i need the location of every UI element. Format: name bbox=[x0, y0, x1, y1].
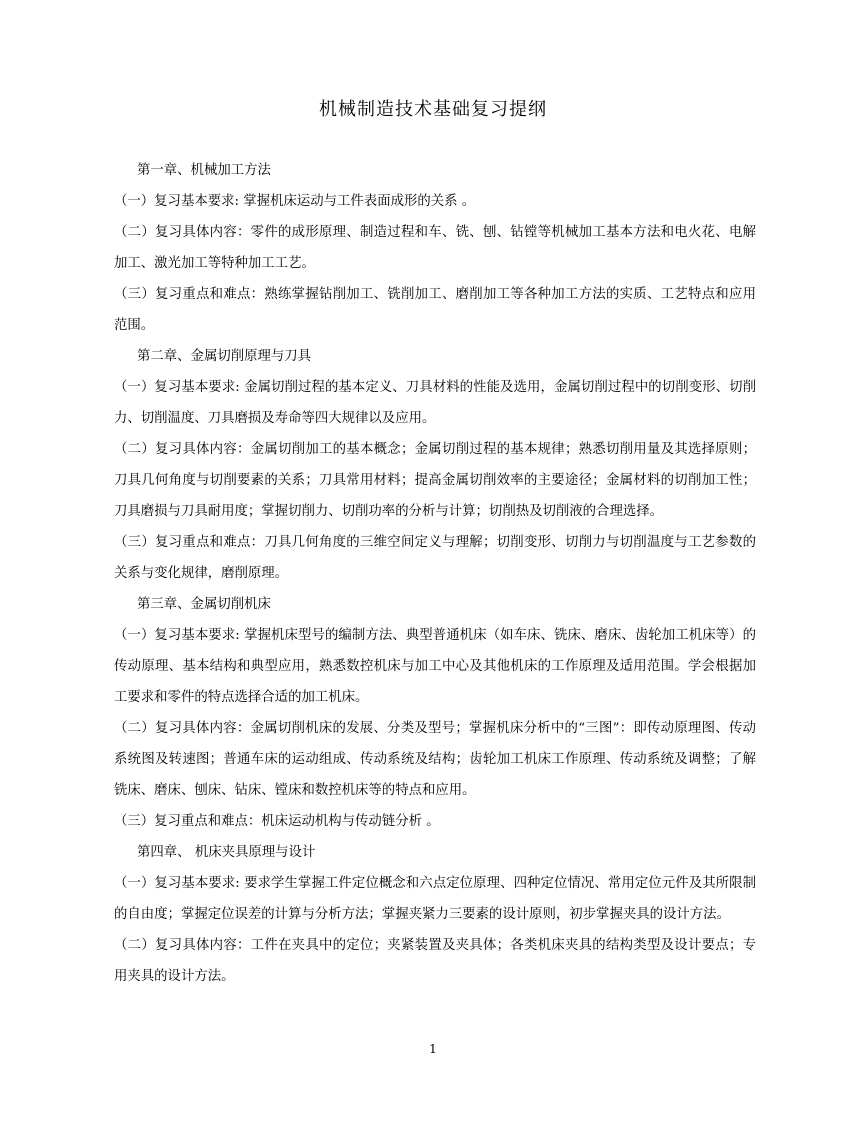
paragraph-basic-requirements: （一）复习基本要求: 金属切削过程的基本定义、刀具材料的性能及选用，金属切削过程中的切削变形、切削力、切削温度、刀具磨损及寿命等四大规律以及应用。 bbox=[114, 380, 756, 426]
paragraph-specific-content: （二）复习具体内容：零件的成形原理、制造过程和车、铣、刨、钻镗等机械加工基本方法和电火花、电解加工、激光加工等特种加工工艺。 bbox=[114, 225, 756, 271]
page-number: 1 bbox=[429, 1042, 437, 1056]
paragraph-basic-requirements: （一）复习基本要求: 掌握机床型号的编制方法、典型普通机床（如车床、铣床、磨床、齿轮加工机床等）的传动原理、基本结构和典型应用，熟悉数控机床与加工中心及其他机床的工作原理及适用范围。学会根据加工要求和零件的特点选择合适的加工机床。 bbox=[114, 628, 756, 705]
paragraph-basic-requirements: （一）复习基本要求: 要求学生掌握工件定位概念和六点定位原理、四种定位情况、常用定位元件及其所限制的自由度；掌握定位误差的计算与分析方法；掌握夹紧力三要素的设计原则，初步掌握夹具的设计方法。 bbox=[114, 876, 756, 922]
paragraph-specific-content: （二）复习具体内容：金属切削加工的基本概念；金属切削过程的基本规律；熟悉切削用量及其选择原则；刀具几何角度与切削要素的关系；刀具常用材料；提高金属切削效率的主要途径；金属材料的切削加工性；刀具磨损与刀具耐用度；掌握切削力、切削功率的分析与计算；切削热及切削液的合理选择。 bbox=[114, 442, 756, 519]
document-body bbox=[114, 155, 756, 992]
section-chapter-1 bbox=[114, 155, 756, 341]
section-chapter-2 bbox=[114, 341, 756, 589]
paragraph-key-points: （三）复习重点和难点：机床运动机构与传动链分析 。 bbox=[114, 814, 440, 829]
paragraph-basic-requirements: （一）复习基本要求: 掌握机床运动与工件表面成形的关系 。 bbox=[114, 194, 476, 209]
section-chapter-3 bbox=[114, 589, 756, 837]
chapter-heading: 第二章、金属切削原理与刀具 bbox=[137, 349, 312, 364]
paragraph-specific-content: （二）复习具体内容：工件在夹具中的定位；夹紧装置及夹具体；各类机床夹具的结构类型及设计要点；专用夹具的设计方法。 bbox=[114, 938, 756, 984]
chapter-heading: 第一章、机械加工方法 bbox=[137, 163, 271, 178]
chapter-heading: 第四章、 机床夹具原理与设计 bbox=[137, 845, 316, 860]
section-chapter-4 bbox=[114, 837, 756, 992]
paragraph-key-points: （三）复习重点和难点：熟练掌握钻削加工、铣削加工、磨削加工等各种加工方法的实质、工艺特点和应用范围。 bbox=[114, 287, 756, 333]
paragraph-key-points: （三）复习重点和难点：刀具几何角度的三维空间定义与理解；切削变形、切削力与切削温度与工艺参数的关系与变化规律，磨削原理。 bbox=[114, 535, 756, 581]
document-title: 机械制造技术基础复习提纲 bbox=[319, 99, 547, 120]
chapter-heading: 第三章、金属切削机床 bbox=[137, 597, 271, 612]
paragraph-specific-content: （二）复习具体内容：金属切削机床的发展、分类及型号；掌握机床分析中的“三图”：即传动原理图、传动系统图及转速图；普通车床的运动组成、传动系统及结构；齿轮加工机床工作原理、传动系统及调整；了解铣床、磨床、刨床、钻床、镗床和数控机床等的特点和应用。 bbox=[114, 721, 756, 798]
